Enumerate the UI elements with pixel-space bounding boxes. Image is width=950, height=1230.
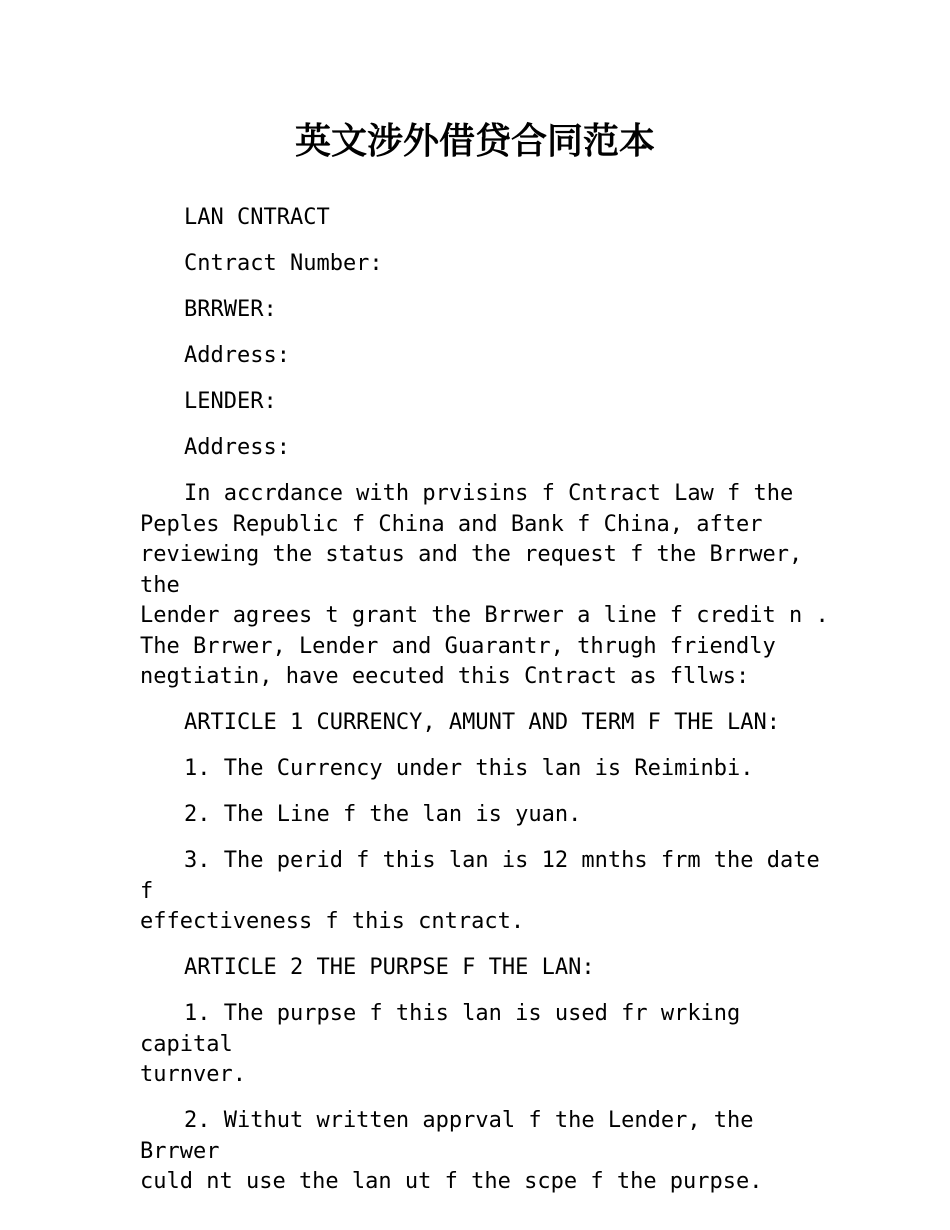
article-2-item-2: 2. Withut written apprval f the Lender, the Brrwer culd nt use the lan ut f the scpe f the purpse. (140, 1108, 763, 1194)
lender-address-line: Address: (184, 435, 290, 460)
article-1-item-1: 1. The Currency under this lan is Reiminbi. (184, 756, 754, 781)
lender-line: LENDER: (184, 389, 277, 414)
intro-paragraph: In accrdance with prvisins f Cntract Law f the Peples Republic f China and Bank f China, after reviewing the status and the request f the Brrwer, the Lender agrees t grant the Brrwer a line f credit n . The Brrwer, Lender and Guarantr, thrugh friendly negtiatin, have eecuted this Cntract as fllws: (140, 481, 829, 689)
contract-number-line: Cntract Number: (184, 251, 383, 276)
article-1-item-2: 2. The Line f the lan is yuan. (184, 802, 582, 827)
article-1-heading: ARTICLE 1 CURRENCY, AMUNT AND TERM F THE LAN: (184, 710, 781, 735)
document-title: 英文涉外借贷合同范本 (294, 121, 655, 162)
borrower-address-line: Address: (184, 343, 290, 368)
article-1-item-3: 3. The perid f this lan is 12 mnths frm the date f effectiveness f this cntract. (140, 848, 820, 934)
document-body (140, 203, 830, 1213)
contract-heading-line: LAN CNTRACT (184, 205, 330, 230)
article-2-heading: ARTICLE 2 THE PURPSE F THE LAN: (184, 955, 595, 980)
article-2-item-1: 1. The purpse f this lan is used fr wrking capital turnver. (140, 1001, 741, 1087)
borrower-line: BRRWER: (184, 297, 277, 322)
